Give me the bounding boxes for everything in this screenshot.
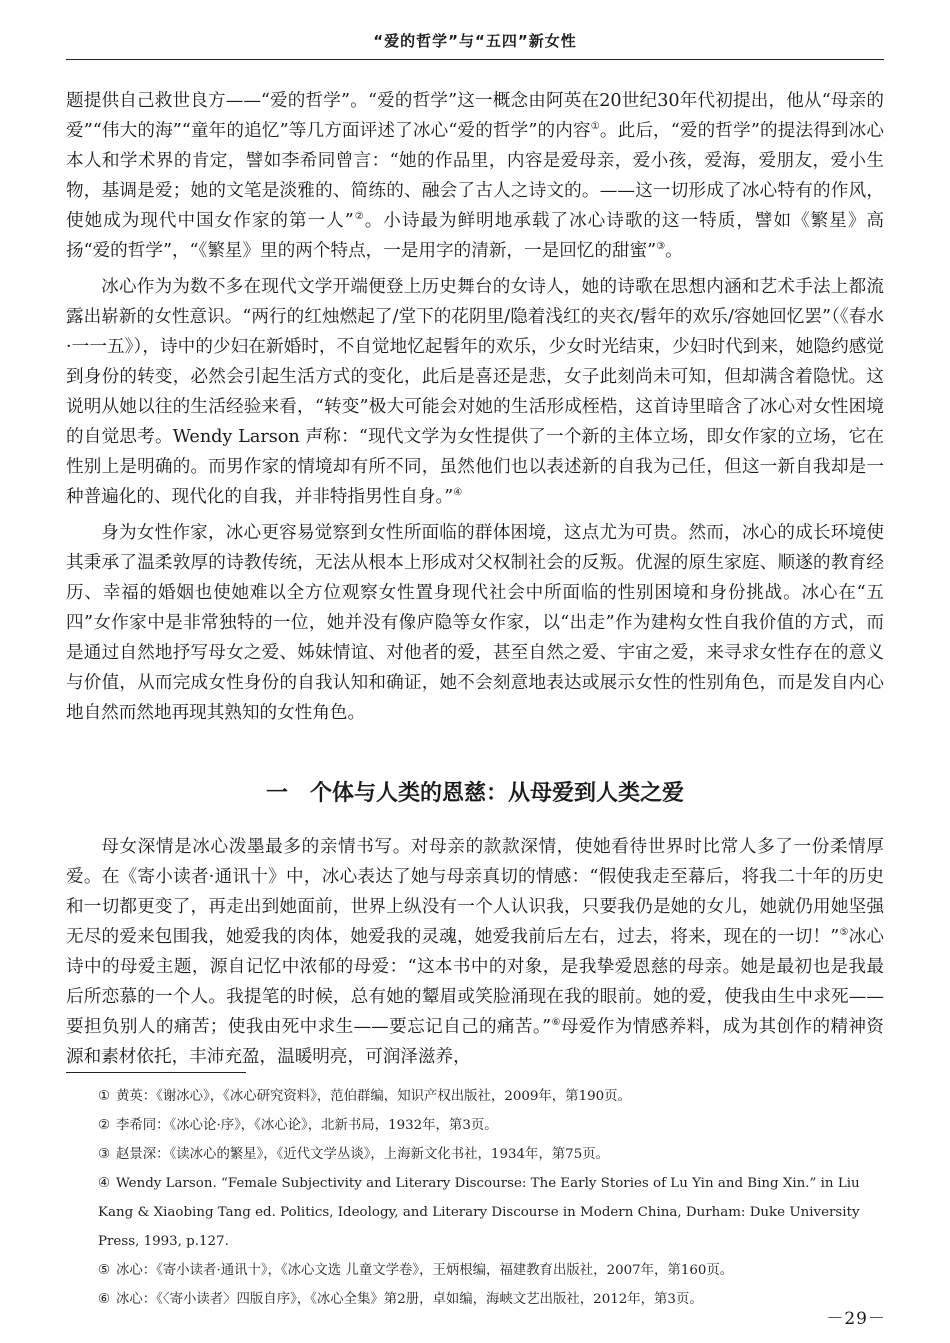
footnote-1: ① 黄英：《谢冰心》，《冰心研究资料》，范伯群编，知识产权出版社，2009年，第190页。 [98, 1089, 631, 1104]
footnote-5: ⑤ 冰心：《寄小读者·通讯十》，《冰心文选 儿童文学卷》，王炳根编，福建教育出版社，2007年，第160页。 [98, 1263, 734, 1278]
footnotes [66, 1082, 884, 1314]
footnote-3: ③ 赵景深：《读冰心的繁星》，《近代文学丛谈》，上海新文化书社，1934年，第75页。 [98, 1147, 610, 1162]
running-head: “爱的哲学”与“五四”新女性 [66, 30, 884, 60]
footnote-ref-6[interactable]: ⑥ [551, 1017, 561, 1029]
footnote-ref-2[interactable]: ② [353, 211, 365, 223]
footnote-ref-5[interactable]: ⑤ [839, 927, 849, 939]
paragraph-2: 冰心作为为数不多在现代文学开端便登上历史舞台的女诗人，她的诗歌在思想内涵和艺术手法上都流露出崭新的女性意识。“两行的红烛燃起了/堂下的花阴里/隐着浅红的夹衣/髫年的欢乐/容她回忆罢”（《春水·一一五》），诗中的少妇在新婚时，不自觉地忆起髫年的欢乐，少女时光结束，少妇时代到来，她隐约感觉到身份的转变，必然会引起生活方式的变化，此后是喜还是悲，女子此刻尚未可知，但却满含着隐忧。这说明从她以往的生活经验来看，“转变”极大可能会对她的生活形成桎梏，这首诗里暗含了冰心对女性困境的自觉思考。Wendy Larson 声称：“现代文学为女性提供了一个新的主体立场，即女作家的立场，它在性别上是明确的。而男作家的情境却有所不同，虽然他们也以表述新的自我为己任，但这一新自我却是一种普遍化的、现代化的自我，并非特指男性自身。”④ [66, 277, 884, 507]
footnote-divider [66, 1072, 246, 1073]
body-text [66, 86, 884, 734]
footnote-6: ⑥ 冰心：《〈寄小读者〉四版自序》，《冰心全集》第2册，卓如编，海峡文艺出版社，2012年，第3页。 [98, 1292, 703, 1307]
footnote-ref-3[interactable]: ③ [656, 241, 666, 253]
footnote-2: ② 李希同：《冰心论·序》，《冰心论》，北新书局，1932年，第3页。 [98, 1118, 498, 1133]
paragraph-3: 身为女性作家，冰心更容易觉察到女性所面临的群体困境，这点尤为可贵。然而，冰心的成长环境使其秉承了温柔敦厚的诗教传统，无法从根本上形成对父权制社会的反叛。优渥的原生家庭、顺遂的教育经历、幸福的婚姻也使她难以全方位观察女性置身现代社会中所面临的性别困境和身份挑战。冰心在“五四”女作家中是非常独特的一位，她并没有像庐隐等女作家，以“出走”作为建构女性自我价值的方式，而是通过自然地抒写母女之爱、姊妹情谊、对他者的爱，甚至自然之爱、宇宙之爱，来寻求女性存在的意义与价值，从而完成女性身份的自我认知和确证，她不会刻意地表达或展示女性的性别角色，而是发自内心地自然而然地再现其熟知的女性角色。 [66, 523, 884, 723]
body-text-section-1 [66, 832, 884, 1078]
footnote-ref-4[interactable]: ④ [453, 487, 463, 499]
paragraph-4: 母女深情是冰心泼墨最多的亲情书写。对母亲的款款深情，使她看待世界时比常人多了一份柔情厚爱。在《寄小读者·通讯十》中，冰心表达了她与母亲真切的情感：“假使我走至幕后，将我二十年的历史和一切都更变了，再走出到她面前，世界上纵没有一个人认识我，只要我仍是她的女儿，她就仍用她坚强无尽的爱来包围我，她爱我的肉体，她爱我的灵魂，她爱我前后左右，过去，将来，现在的一切！”⑤冰心诗中的母爱主题，源自记忆中浓郁的母爱：“这本书中的对象，是我挚爱恩慈的母亲。她是最初也是我最后所恋慕的一个人。我提笔的时候，总有她的颦眉或笑脸涌现在我的眼前。她的爱，使我由生中求死——要担负别人的痛苦；使我由死中求生——要忘记自己的痛苦。”⑥母爱作为情感养料，成为其创作的精神资源和素材依托，丰沛充盈，温暖明亮，可润泽滋养， [66, 837, 884, 1067]
section-heading: 一 个体与人类的恩慈：从母爱到人类之爱 [265, 781, 684, 806]
paragraph-1: 题提供自己救世良方——“爱的哲学”。“爱的哲学”这一概念由阿英在20世纪30年代初提出，他从“母亲的爱”“伟大的海”“童年的追忆”等几方面评述了冰心“爱的哲学”的内容①。此后，“爱的哲学”的提法得到冰心本人和学术界的肯定，譬如李希同曾言：“她的作品里，内容是爱母亲，爱小孩，爱海，爱朋友，爱小生物，基调是爱；她的文笔是淡雅的、简练的、融会了古人之诗文的。——这一切形成了冰心特有的作风，使她成为现代中国女作家的第一人”②。小诗最为鲜明地承载了冰心诗歌的这一特质，譬如《繁星》高扬“爱的哲学”，“《繁星》里的两个特点，一是用字的清新，一是回忆的甜蜜”③。 [66, 91, 884, 261]
footnote-4: ④ Wendy Larson. “Female Subjectivity and Literary Discourse: The Early Stories of Lu Yin and Bing Xin.” in Liu Kang & Xiaobing Tang ed. Politics, Ideology, and Literary Discourse in Modern China, Durham: Duke University Press, 1993, p.127. [98, 1176, 860, 1249]
footnote-ref-1[interactable]: ① [590, 121, 600, 133]
page-number: －29－ [826, 1309, 886, 1329]
